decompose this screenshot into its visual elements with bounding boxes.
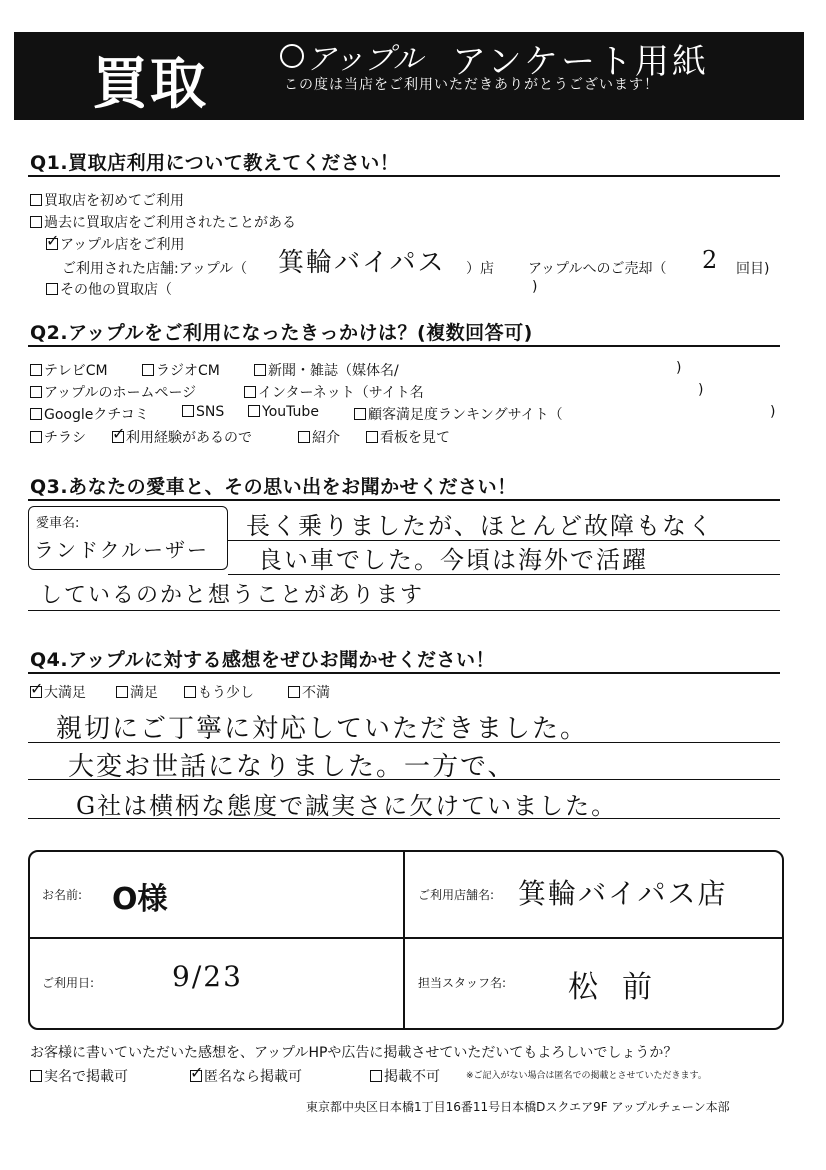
header-title: アンケート用紙 — [452, 42, 709, 82]
staff-label: 担当スタッフ名: — [418, 976, 507, 990]
name-value: O様 — [112, 882, 168, 917]
checkbox-icon[interactable] — [298, 431, 310, 443]
q1-other-close: ) — [532, 279, 538, 295]
q3-text-line-3: しているのかと想うことがあります — [40, 583, 425, 608]
q2-option-flyer[interactable]: チラシ — [30, 427, 86, 447]
q2-option-tv[interactable]: テレビCM — [30, 360, 108, 380]
checkbox-icon[interactable] — [288, 686, 300, 698]
car-name-value: ランドクルーザー — [34, 538, 209, 562]
checkbox-icon[interactable] — [354, 408, 366, 420]
q1-sale-suffix: 回目) — [736, 261, 770, 277]
card-vertical-divider — [403, 850, 405, 1028]
q2-option-referral[interactable]: 紹介 — [298, 427, 340, 447]
q3-heading: Q3.あなたの愛車と、その思い出をお聞かせください！ — [30, 476, 517, 498]
q1-sale-label: アップルへのご売却（ — [528, 261, 667, 277]
q4-option-dissatisfied[interactable]: 不満 — [288, 682, 330, 702]
checked-checkbox-icon[interactable] — [46, 238, 58, 250]
q1-store-value: 箕輪バイパス — [278, 248, 446, 278]
q2-option-newspaper[interactable]: 新聞・雑誌（媒体名/ — [254, 360, 399, 380]
consent-option-real-name[interactable]: 実名で掲載可 — [30, 1066, 128, 1086]
header-subtitle: この度は当店をご利用いただきありがとうございます！ — [284, 77, 659, 93]
q3-text-line-1: 長く乗りましたが、ほとんど故障もなく — [246, 512, 714, 540]
q1-sale-value: 2 — [702, 246, 720, 274]
checkbox-icon[interactable] — [366, 431, 378, 443]
q2-option-experience[interactable]: ✓ 利用経験があるので — [112, 427, 252, 447]
store-name-value: 箕輪バイパス店 — [518, 877, 728, 910]
checked-checkbox-icon[interactable] — [190, 1070, 202, 1082]
q4-text-line-3: G社は横柄な態度で誠実さに欠けていました。 — [76, 792, 618, 820]
q1-option-first-time[interactable]: 買取店を初めてご利用 — [30, 190, 184, 210]
checkbox-icon[interactable] — [182, 405, 194, 417]
q2-option-ranking[interactable]: 顧客満足度ランキングサイト（ — [354, 404, 563, 424]
checkbox-icon[interactable] — [30, 431, 42, 443]
q4-option-so-so[interactable]: もう少し — [184, 682, 254, 702]
q4-text-line-2: 大変お世話になりました。一方で、 — [68, 752, 516, 782]
q2-divider — [28, 345, 780, 347]
q2-row2-close: ) — [698, 382, 704, 398]
consent-option-anonymous[interactable]: ✓ 匿名なら掲載可 — [190, 1066, 302, 1086]
q4-text-line-1: 親切にご丁寧に対応していただきました。 — [56, 714, 589, 744]
checkbox-icon[interactable] — [30, 216, 42, 228]
q2-option-sns[interactable]: SNS — [182, 404, 224, 420]
q2-row1-close: ) — [676, 360, 682, 376]
q1-divider — [28, 175, 780, 177]
q1-option-apple[interactable]: ✓アップル店をご利用 — [46, 234, 184, 254]
q1-option-past-use[interactable]: 過去に買取店をご利用されたことがある — [30, 212, 296, 232]
checked-checkbox-icon[interactable] — [112, 431, 124, 443]
consent-note: ※ご記入がない場合は匿名での掲載とさせていただきます。 — [466, 1071, 707, 1081]
apple-logo-icon — [280, 44, 304, 68]
checkbox-icon[interactable] — [30, 1070, 42, 1082]
consent-option-no-publish[interactable]: 掲載不可 — [370, 1066, 440, 1086]
date-label: ご利用日: — [42, 976, 95, 990]
q2-option-radio[interactable]: ラジオCM — [142, 360, 220, 380]
q4-option-very-satisfied[interactable]: ✓大満足 — [30, 682, 86, 702]
store-name-label: ご利用店舗名: — [418, 888, 495, 902]
header-logo-text: アップル — [306, 42, 423, 77]
checkbox-icon[interactable] — [244, 386, 256, 398]
checkbox-icon[interactable] — [30, 194, 42, 206]
q2-option-internet[interactable]: インターネット（サイト名 — [244, 382, 424, 402]
car-name-label: 愛車名: — [36, 516, 80, 531]
q2-option-signboard[interactable]: 看板を見て — [366, 427, 450, 447]
q3-divider — [28, 499, 780, 501]
header-big-title: 買取 — [92, 52, 208, 117]
name-label: お名前: — [42, 888, 83, 902]
checkbox-icon[interactable] — [184, 686, 196, 698]
q2-row3-close: ) — [770, 404, 776, 420]
q3-rule-3 — [28, 610, 780, 611]
q1-store-label: ご利用された店舗:アップル（ — [62, 261, 248, 277]
q1-option-other[interactable]: その他の買取店（ — [46, 279, 172, 299]
checkbox-icon[interactable] — [46, 283, 58, 295]
q2-option-youtube[interactable]: YouTube — [248, 404, 319, 420]
checkbox-icon[interactable] — [142, 364, 154, 376]
checked-checkbox-icon[interactable] — [30, 686, 42, 698]
checkbox-icon[interactable] — [248, 405, 260, 417]
checkbox-icon[interactable] — [30, 364, 42, 376]
date-value: 9/23 — [172, 960, 243, 993]
checkbox-icon[interactable] — [370, 1070, 382, 1082]
footer-address: 東京都中央区日本橋1丁目16番11号日本橋Dスクエア9F アップルチェーン本部 — [306, 1100, 730, 1114]
checkbox-icon[interactable] — [30, 386, 42, 398]
staff-value: 松前 — [568, 970, 676, 1005]
q2-heading: Q2.アップルをご利用になったきっかけは？(複数回答可) — [30, 322, 533, 344]
checkbox-icon[interactable] — [254, 364, 266, 376]
checkbox-icon[interactable] — [30, 408, 42, 420]
q4-option-satisfied[interactable]: 満足 — [116, 682, 158, 702]
q2-option-google[interactable]: Googleクチコミ — [30, 404, 149, 424]
q4-divider — [28, 672, 780, 674]
header-banner — [14, 32, 804, 120]
q1-store-suffix: ）店 — [466, 261, 494, 277]
q3-text-line-2: 良い車でした。今頃は海外で活躍 — [258, 546, 648, 574]
q4-heading: Q4.アップルに対する感想をぜひお聞かせください！ — [30, 649, 496, 671]
card-horizontal-divider — [28, 937, 782, 939]
q1-heading: Q1.買取店利用について教えてください！ — [30, 152, 400, 174]
checkbox-icon[interactable] — [116, 686, 128, 698]
consent-question: お客様に書いていただいた感想を、アップルHPや広告に掲載させていただいてもよろしいでしょうか？ — [30, 1045, 678, 1061]
q2-option-homepage[interactable]: アップルのホームページ — [30, 382, 196, 402]
